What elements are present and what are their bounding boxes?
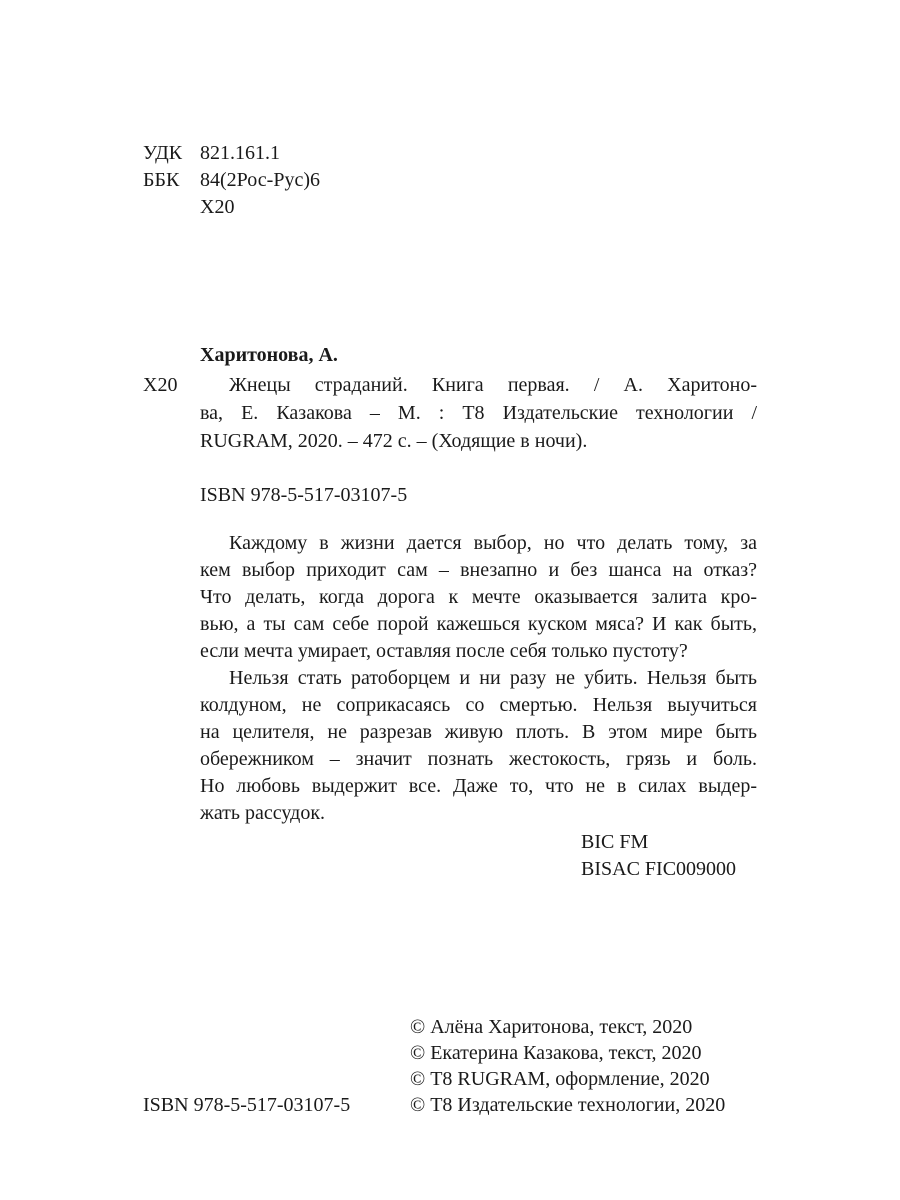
- copyright-line: © Алёна Харитонова, текст, 2020: [410, 1016, 693, 1038]
- bbk-label: ББК: [143, 169, 180, 191]
- abstract-line: если мечта умирает, оставляя после себя только пустоту?: [200, 640, 688, 662]
- abstract-line: на целителя, не разрезав живую плоть. В этом мире быть: [200, 721, 757, 743]
- abstract-line: Что делать, когда дорога к мечте оказывается залита кро-: [200, 586, 757, 608]
- bibliography-line: RUGRAM, 2020. – 472 с. – (Ходящие в ночи).: [200, 430, 588, 452]
- udk-label: УДК: [143, 142, 183, 164]
- abstract-line: жать рассудок.: [200, 802, 326, 824]
- abstract-line: Каждому в жизни дается выбор, но что делать тому, за: [229, 532, 757, 554]
- author-mark-code: Х20: [143, 374, 178, 396]
- bic-code: BIC FM: [581, 831, 649, 853]
- abstract-line: кем выбор приходит сам – внезапно и без шанса на отказ?: [200, 559, 757, 581]
- author-mark-value: Х20: [200, 196, 235, 218]
- bibliography-line: Жнецы страданий. Книга первая. / А. Харитоно-: [229, 374, 757, 396]
- udk-value: 821.161.1: [200, 142, 280, 164]
- bbk-value: 84(2Рос-Рус)6: [200, 169, 320, 191]
- abstract-line: обережником – значит познать жестокость, грязь и боль.: [200, 748, 757, 770]
- isbn: ISBN 978-5-517-03107-5: [200, 484, 408, 506]
- abstract-line: Нельзя стать ратоборцем и ни разу не убить. Нельзя быть: [229, 667, 757, 689]
- bottom-isbn: ISBN 978-5-517-03107-5: [143, 1094, 351, 1116]
- classification-block: [143, 140, 320, 221]
- abstract-line: Но любовь выдержит все. Даже то, что не в силах выдер-: [200, 775, 757, 797]
- bibliography-line: ва, Е. Казакова – М. : Т8 Издательские технологии /: [200, 402, 757, 424]
- abstract-line: колдуном, не соприкасаясь со смертью. Нельзя выучиться: [200, 694, 757, 716]
- copyright-line: © Т8 Издательские технологии, 2020: [410, 1094, 726, 1116]
- copyright-line: © Екатерина Казакова, текст, 2020: [410, 1042, 702, 1064]
- abstract-line: вью, а ты сам себе порой кажешься куском мяса? И как быть,: [200, 613, 757, 635]
- author-heading: Харитонова, А.: [200, 344, 338, 366]
- abstract: [200, 530, 757, 827]
- copyright-block: [410, 1014, 725, 1118]
- bisac-code: BISAC FIC009000: [581, 858, 737, 880]
- subject-codes: [581, 829, 736, 883]
- copyright-line: © Т8 RUGRAM, оформление, 2020: [410, 1068, 710, 1090]
